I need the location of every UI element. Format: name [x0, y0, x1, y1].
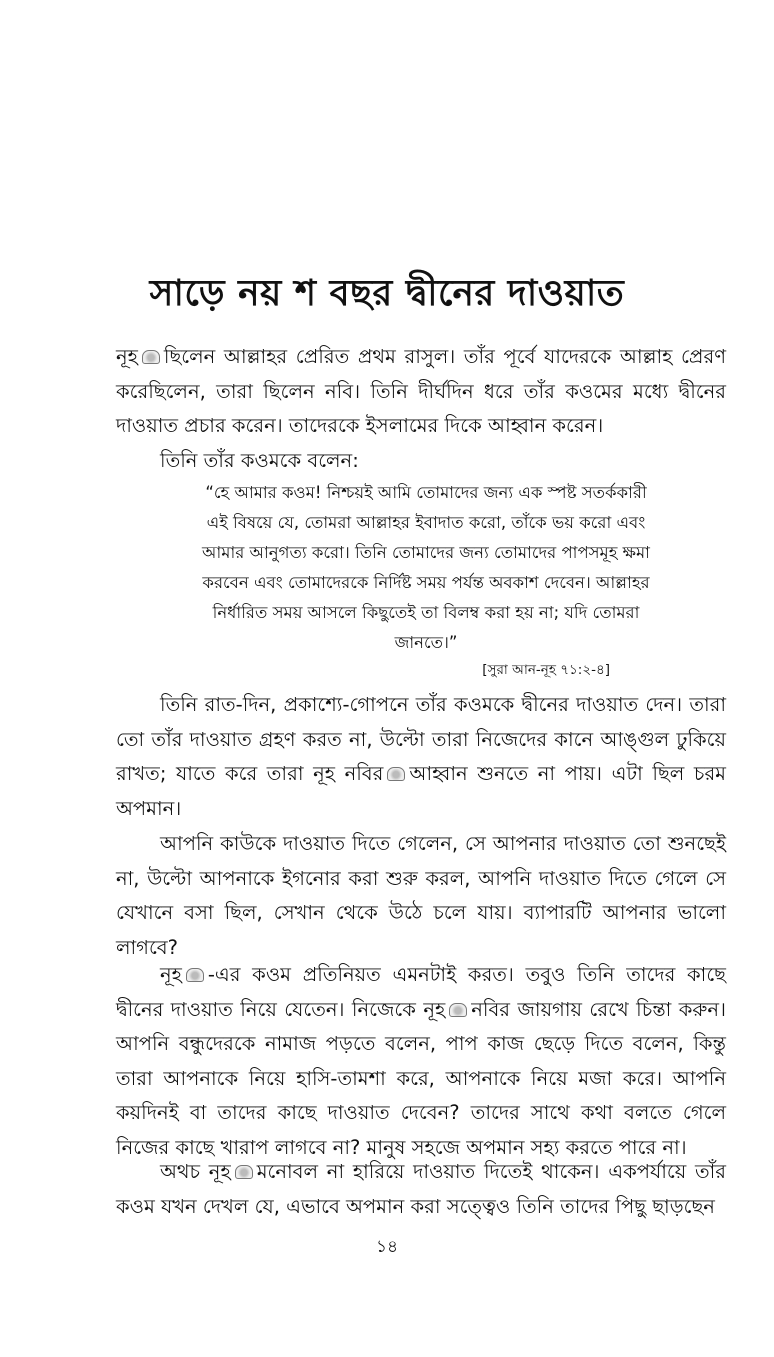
alaihis-salam-icon	[449, 1003, 467, 1017]
paragraph-2-rest: আহ্বান শুনতে না পায়। এটা ছিল চরম অপমান।	[116, 762, 726, 820]
quran-quote: “হে আমার কওম! নিশ্চয়ই আমি তোমাদের জন্য এক স্পষ্ট সতর্ককারী এই বিষয়ে যে, তোমরা আল্লাহর ইবাদাত করো, তাঁকে ভয় করো এবং আমার আনুগত্য করো। তিনি তোমাদের জন্য তোমাদের পাপসমূহ ক্ষমা করবেন এবং তোমাদেরকে নির্দিষ্ট সময় পর্যন্ত অবকাশ দেবেন। আল্লাহর নির্ধারিত সময় আসলে কিছুতেই তা বিলম্ব করা হয় না; যদি তোমরা জানতে।”	[202, 483, 650, 652]
chapter-title: সাড়ে নয় শ বছর দ্বীনের দাওয়াত	[149, 273, 625, 315]
alaihis-salam-icon	[142, 350, 160, 364]
alaihis-salam-icon	[235, 1165, 253, 1179]
paragraph-2	[116, 688, 726, 826]
quote-intro: তিনি তাঁর কওমকে বলেন:	[160, 449, 359, 472]
paragraph-4-start: নূহ	[160, 963, 182, 986]
paragraph-4	[116, 958, 726, 1165]
paragraph-1-rest: ছিলেন আল্লাহর প্রেরিত প্রথম রাসুল। তাঁর পূর্বে যাদেরকে আল্লাহ প্রেরণ করেছিলেন, তারা ছিলেন নবি। তিনি দীর্ঘদিন ধরে তাঁর কওমের মধ্যে দ্বীনের দাওয়াত প্রচার করেন। তাদেরকে ইসলামের দিকে আহ্বান করেন।	[116, 345, 726, 437]
alaihis-salam-icon	[387, 767, 405, 781]
paragraph-1-start: নূহ	[116, 345, 138, 368]
paragraph-2-start: তিনি রাত-দিন, প্রকাশ্যে-গোপনে তাঁর কওমকে দ্বীনের দাওয়াত দেন। তারা তো তাঁর দাওয়াত গ্রহণ করত না, উল্টো তারা নিজেদের কানে আঙ্গুল ঢুকিয়ে রাখত; যাতে করে তারা নূহ নবির	[116, 693, 726, 785]
paragraph-3-text: আপনি কাউকে দাওয়াত দিতে গেলেন, সে আপনার দাওয়াত তো শুনছেই না, উল্টো আপনাকে ইগনোর করা শুরু করল, আপনি দাওয়াত দিতে গেলে সে যেখানে বসা ছিল, সেখান থেকে উঠে চলে যায়। ব্যাপারটি আপনার ভালো লাগবে?	[116, 832, 726, 959]
paragraph-4-rest: নবির জায়গায় রেখে চিন্তা করুন। আপনি বন্ধুদেরকে নামাজ পড়তে বলেন, পাপ কাজ ছেড়ে দিতে বলেন, কিন্তু তারা আপনাকে নিয়ে হাসি-তামশা করে, আপনাকে নিয়ে মজা করে। আপনি কয়দিনই বা তাদের কাছে দাওয়াত দেবেন? তাদের সাথে কথা বলতে গেলে নিজের কাছে খারাপ লাগবে না? মানুষ সহজে অপমান সহ্য করতে পারে না।	[116, 997, 726, 1159]
paragraph-4-middle: -এর কওম প্রতিনিয়ত এমনটাই করত। তবুও তিনি তাদের কাছে দ্বীনের দাওয়াত নিয়ে যেতেন। নিজেকে নূহ	[116, 963, 726, 1021]
alaihis-salam-icon	[186, 968, 204, 982]
paragraph-5-rest: মনোবল না হারিয়ে দাওয়াত দিতেই থাকেন। একপর্যায়ে তাঁর কওম যখন দেখল যে, এভাবে অপমান করা সত্ত্বেও তিনি তাদের পিছু ছাড়ছেন	[116, 1160, 727, 1218]
paragraph-5-start: অথচ নূহ	[160, 1160, 231, 1183]
quote-reference: [সুরা আন-নূহ ৭১:২-৪]	[482, 662, 610, 678]
paragraph-1	[116, 340, 726, 444]
paragraph-3	[116, 827, 726, 965]
paragraph-5	[116, 1155, 726, 1224]
page-number: ১৪	[375, 1237, 399, 1257]
